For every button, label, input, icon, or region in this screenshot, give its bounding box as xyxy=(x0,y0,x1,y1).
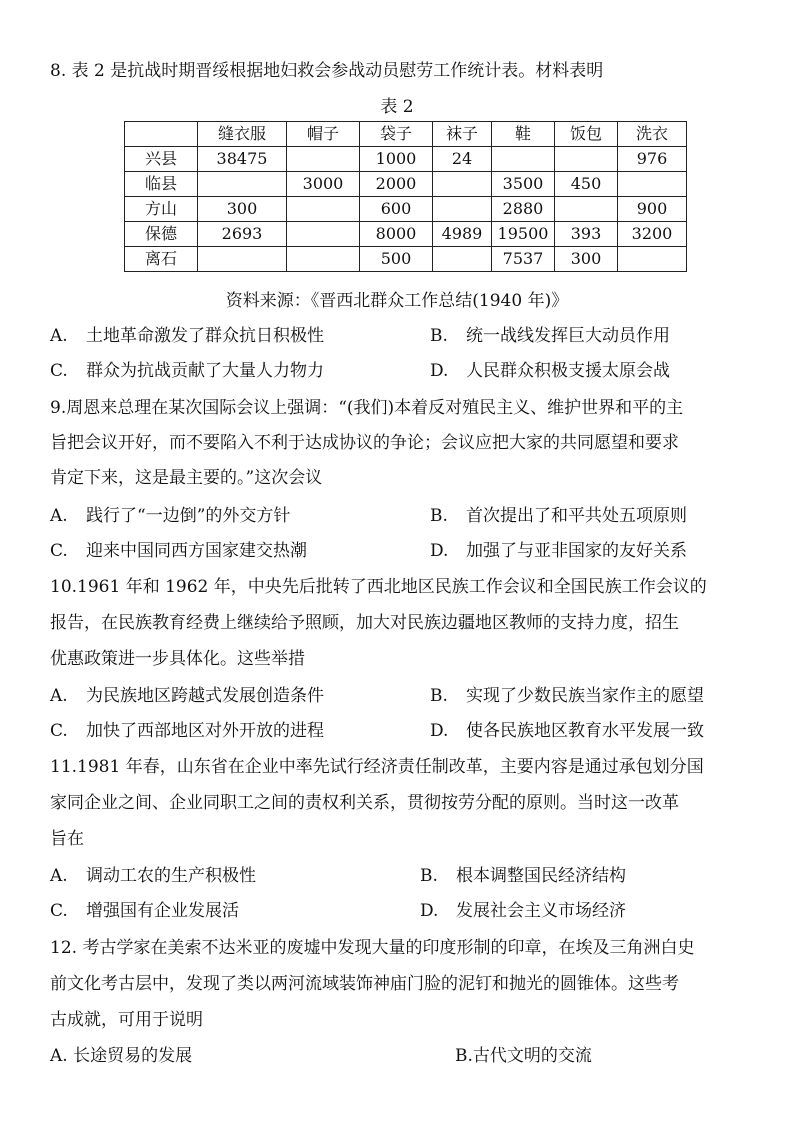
q11-option-c: C. 增强国有企业发展活 xyxy=(50,901,239,921)
q12-stem-line: 前文化考古层中，发现了类以两河流域装饰神庙门脸的泥钉和抛光的圆锥体。这些考 xyxy=(50,974,679,994)
table-cell xyxy=(433,197,492,222)
table-header-cell: 鞋 xyxy=(492,122,555,147)
statistics-table xyxy=(124,121,687,272)
option-text: 为民族地区跨越式发展创造条件 xyxy=(86,686,324,706)
option-text: 群众为抗战贡献了大量人力物力 xyxy=(86,361,324,381)
q9-stem-line: 9.周恩来总理在某次国际会议上强调：“(我们)本着反对殖民主义、维护世界和平的主 xyxy=(50,398,684,418)
table-cell: 离石 xyxy=(125,247,198,272)
table-cell: 3500 xyxy=(492,172,555,197)
q11-stem-line: 家同企业之间、企业同职工之间的责权利关系，贯彻按劳分配的原则。当时这一改革 xyxy=(50,793,679,813)
q8-stem: 8. 表 2 是抗战时期晋绥根据地妇救会参战动员慰劳工作统计表。材料表明 xyxy=(50,61,604,81)
q11-stem-line: 旨在 xyxy=(50,829,84,849)
option-text: 加强了与亚非国家的友好关系 xyxy=(466,541,687,561)
table-row xyxy=(125,222,687,247)
q9-option-c: C. 迎来中国同西方国家建交热潮 xyxy=(50,541,307,561)
q8-option-c: C. 群众为抗战贡献了大量人力物力 xyxy=(50,361,324,381)
table-cell: 8000 xyxy=(360,222,433,247)
option-text: 实现了少数民族当家作主的愿望 xyxy=(466,686,704,706)
table-cell xyxy=(198,172,287,197)
option-text: 首次提出了和平共处五项原则 xyxy=(466,506,687,526)
table-header-cell: 袋子 xyxy=(360,122,433,147)
option-text: 践行了“一边倒”的外交方针 xyxy=(86,506,291,526)
table-cell xyxy=(618,247,687,272)
table-cell: 2000 xyxy=(360,172,433,197)
q10-option-d: D. 使各民族地区教育水平发展一致 xyxy=(430,721,704,741)
q11-option-b: B. 根本调整国民经济结构 xyxy=(420,866,626,886)
table-header-cell xyxy=(125,122,198,147)
table-header-cell: 洗衣 xyxy=(618,122,687,147)
q9-stem-line: 旨把会议开好，而不要陷入不利于达成协议的争论；会议应把大家的共同愿望和要求 xyxy=(50,433,679,453)
table-cell: 2693 xyxy=(198,222,287,247)
table-cell: 1000 xyxy=(360,147,433,172)
table-cell: 7537 xyxy=(492,247,555,272)
q8-option-a: A. 土地革命激发了群众抗日积极性 xyxy=(50,326,324,346)
table-header-cell: 帽子 xyxy=(287,122,360,147)
q8-option-b: B. 统一战线发挥巨大动员作用 xyxy=(430,326,670,346)
table-title: 表 2 xyxy=(380,97,414,117)
q10-option-c: C. 加快了西部地区对外开放的进程 xyxy=(50,721,324,741)
table-cell xyxy=(287,147,360,172)
q10-stem-line: 报告，在民族教育经费上继续给予照顾，加大对民族边疆地区教师的支持力度，招生 xyxy=(50,613,679,633)
table-row xyxy=(125,247,687,272)
q10-stem-line: 优惠政策进一步具体化。这些举措 xyxy=(50,649,305,669)
table-cell: 4989 xyxy=(433,222,492,247)
table-cell xyxy=(492,147,555,172)
table-cell: 3000 xyxy=(287,172,360,197)
option-text: 迎来中国同西方国家建交热潮 xyxy=(86,541,307,561)
option-text: 发展社会主义市场经济 xyxy=(456,901,626,921)
q11-option-a: A. 调动工农的生产积极性 xyxy=(50,866,256,886)
table-header-cell: 饭包 xyxy=(555,122,618,147)
option-text: 调动工农的生产积极性 xyxy=(86,866,256,886)
table-cell xyxy=(433,247,492,272)
table-header-row xyxy=(125,122,687,147)
q10-option-a: A. 为民族地区跨越式发展创造条件 xyxy=(50,686,324,706)
q12-option-a: A. 长途贸易的发展 xyxy=(50,1046,193,1066)
q9-option-d: D. 加强了与亚非国家的友好关系 xyxy=(430,541,687,561)
table-cell: 300 xyxy=(198,197,287,222)
table-row xyxy=(125,172,687,197)
table-cell xyxy=(618,172,687,197)
table-cell: 3200 xyxy=(618,222,687,247)
option-text: 统一战线发挥巨大动员作用 xyxy=(466,326,670,346)
q12-stem-line: 古成就，可用于说明 xyxy=(50,1010,203,1030)
table-cell: 300 xyxy=(555,247,618,272)
table-cell: 976 xyxy=(618,147,687,172)
table-cell xyxy=(287,247,360,272)
q9-option-b: B. 首次提出了和平共处五项原则 xyxy=(430,506,687,526)
q11-option-d: D. 发展社会主义市场经济 xyxy=(420,901,626,921)
table-source: 资料来源：《晋西北群众工作总结(1940 年)》 xyxy=(225,291,569,311)
q11-stem-line: 11.1981 年春，山东省在企业中率先试行经济责任制改革，主要内容是通过承包划分国 xyxy=(50,757,704,777)
table-cell: 600 xyxy=(360,197,433,222)
table-cell: 保德 xyxy=(125,222,198,247)
table-cell: 临县 xyxy=(125,172,198,197)
q10-option-b: B. 实现了少数民族当家作主的愿望 xyxy=(430,686,704,706)
q8-option-d: D. 人民群众积极支援太原会战 xyxy=(430,361,670,381)
table-cell xyxy=(555,147,618,172)
table-header-cell: 袜子 xyxy=(433,122,492,147)
table-cell: 24 xyxy=(433,147,492,172)
table-cell: 450 xyxy=(555,172,618,197)
table-cell: 19500 xyxy=(492,222,555,247)
table-cell: 2880 xyxy=(492,197,555,222)
table-cell xyxy=(555,197,618,222)
option-text: 人民群众积极支援太原会战 xyxy=(466,361,670,381)
table-cell xyxy=(198,247,287,272)
option-text: 根本调整国民经济结构 xyxy=(456,866,626,886)
table-cell: 900 xyxy=(618,197,687,222)
option-text: 增强国有企业发展活 xyxy=(86,901,239,921)
q12-stem-line: 12. 考古学家在美索不达米亚的废墟中发现大量的印度形制的印章，在埃及三角洲白史 xyxy=(50,938,695,958)
table-cell: 方山 xyxy=(125,197,198,222)
option-text: 土地革命激发了群众抗日积极性 xyxy=(86,326,324,346)
table-cell: 38475 xyxy=(198,147,287,172)
q9-option-a: A. 践行了“一边倒”的外交方针 xyxy=(50,506,291,526)
q9-stem-line: 肯定下来，这是最主要的。”这次会议 xyxy=(50,468,323,488)
table-row xyxy=(125,197,687,222)
option-text: 使各民族地区教育水平发展一致 xyxy=(466,721,704,741)
q10-stem-line: 10.1961 年和 1962 年，中央先后批转了西北地区民族工作会议和全国民族工作会议的 xyxy=(50,577,707,597)
table-cell: 500 xyxy=(360,247,433,272)
table-header-cell: 缝衣服 xyxy=(198,122,287,147)
table-cell: 兴县 xyxy=(125,147,198,172)
table-cell: 393 xyxy=(555,222,618,247)
table-cell xyxy=(287,197,360,222)
table-cell xyxy=(433,172,492,197)
q12-option-b: B.古代文明的交流 xyxy=(455,1046,592,1066)
option-text: 加快了西部地区对外开放的进程 xyxy=(86,721,324,741)
table-cell xyxy=(287,222,360,247)
table-row xyxy=(125,147,687,172)
